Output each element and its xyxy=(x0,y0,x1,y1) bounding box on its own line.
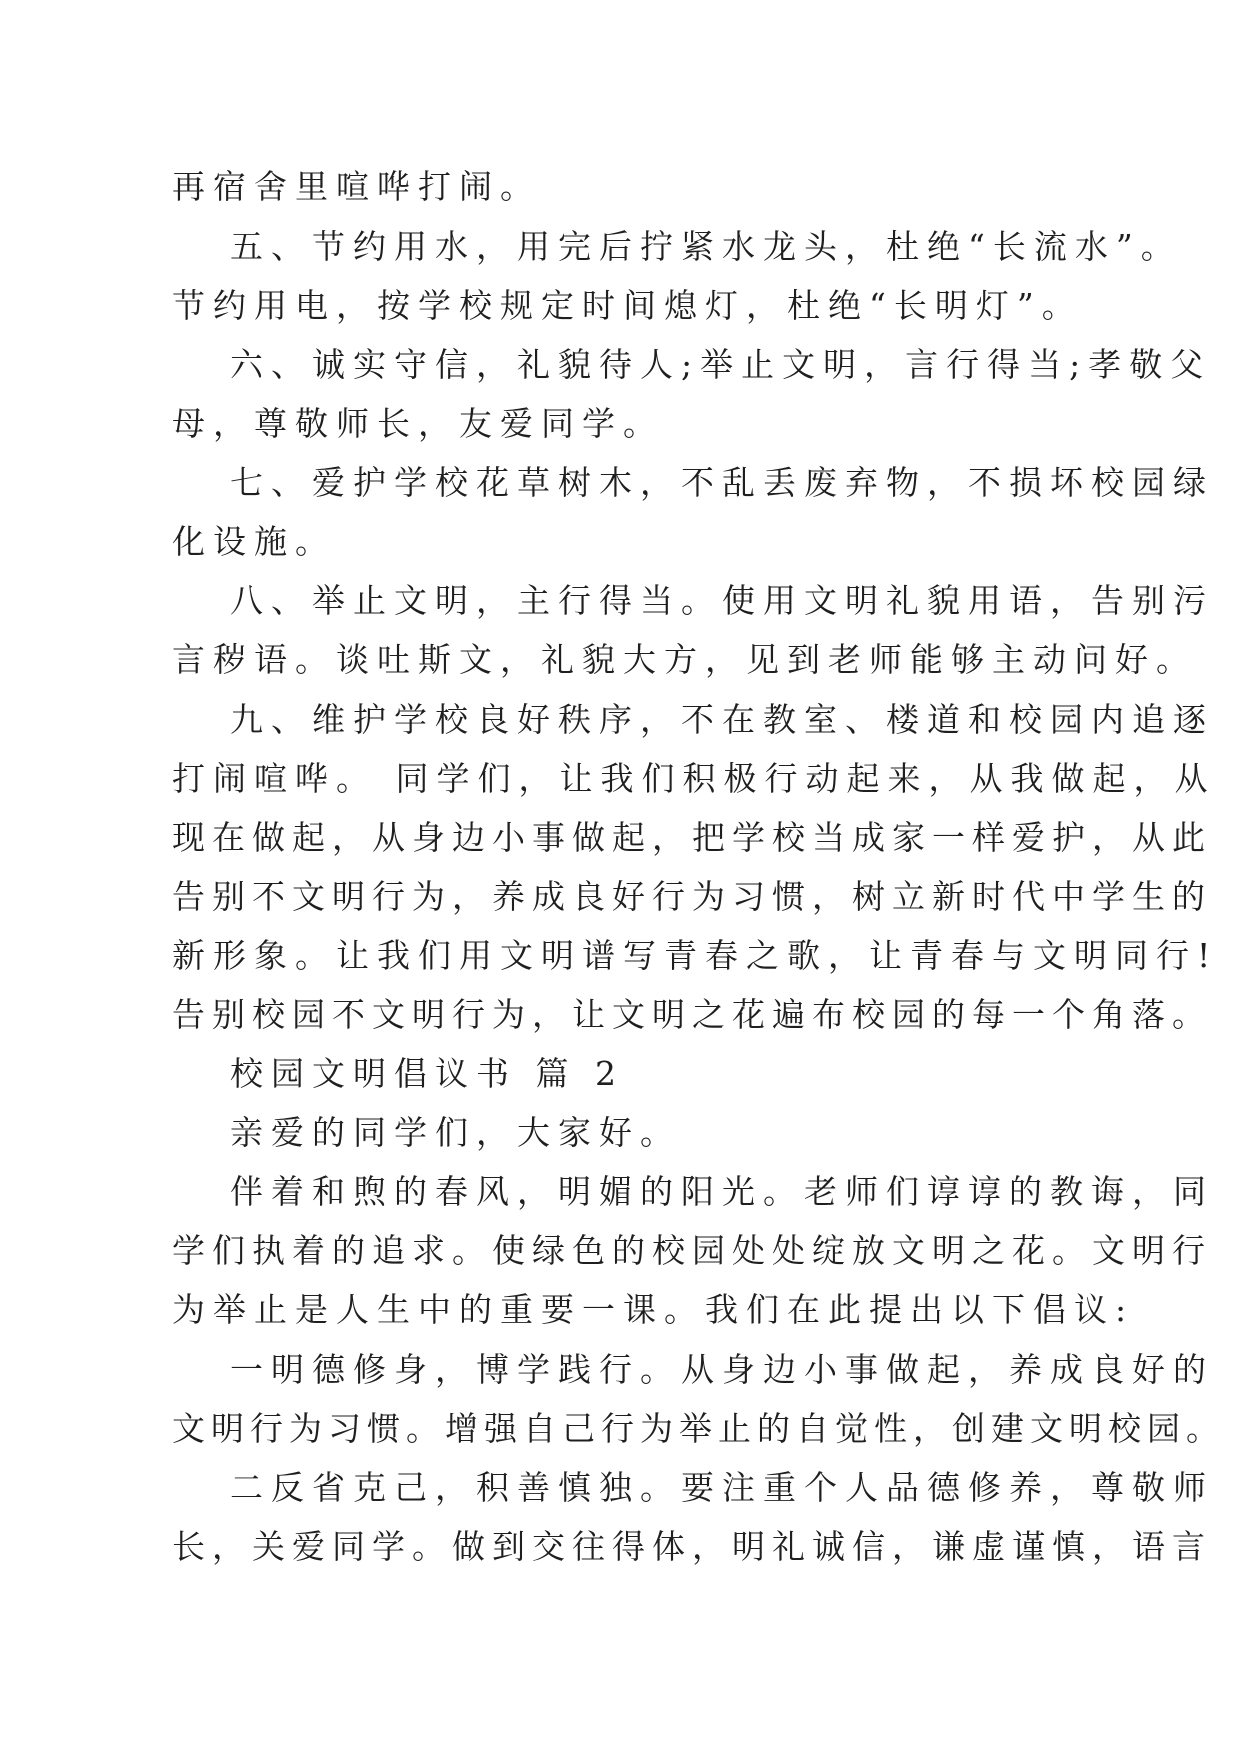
text-line: 七、爱护学校花草树木，不乱丢废弃物，不损坏校园绿 xyxy=(230,463,1214,502)
text-line: 节约用电，按学校规定时间熄灯，杜绝“长明灯”。 xyxy=(172,286,1083,325)
text-line: 再宿舍里喧哗打闹。 xyxy=(172,167,541,206)
text-line: 打闹喧哗。 同学们，让我们积极行动起来，从我做起，从 xyxy=(172,759,1216,798)
text-line: 伴着和煦的春风，明媚的阳光。老师们谆谆的教诲，同 xyxy=(230,1172,1214,1211)
text-line: 言秽语。谈吐斯文，礼貌大方，见到老师能够主动问好。 xyxy=(172,640,1197,679)
text-line: 一明德修身，博学践行。从身边小事做起，养成良好的 xyxy=(230,1350,1214,1389)
text-line: 现在做起，从身边小事做起，把学校当成家一样爱护，从此 xyxy=(172,818,1212,857)
text-line: 学们执着的追求。使绿色的校园处处绽放文明之花。文明行 xyxy=(172,1231,1212,1270)
text-line: 六、诚实守信，礼貌待人;举止文明，言行得当;孝敬父 xyxy=(230,345,1212,384)
text-line: 长，关爱同学。做到交往得体，明礼诚信，谦虚谨慎，语言 xyxy=(172,1527,1212,1566)
text-line: 化设施。 xyxy=(172,522,336,561)
text-line: 九、维护学校良好秩序，不在教室、楼道和校园内追逐 xyxy=(230,700,1214,739)
section-heading: 校园文明倡议书 篇 2 xyxy=(230,1054,624,1093)
salutation: 亲爱的同学们，大家好。 xyxy=(230,1113,681,1152)
text-line: 新形象。让我们用文明谱写青春之歌，让青春与文明同行! xyxy=(172,936,1219,975)
text-line: 告别校园不文明行为，让文明之花遍布校园的每一个角落。 xyxy=(172,995,1212,1034)
text-line: 为举止是人生中的重要一课。我们在此提出以下倡议: xyxy=(172,1290,1135,1329)
text-line: 五、节约用水，用完后拧紧水龙头，杜绝“长流水”。 xyxy=(230,227,1182,266)
text-line: 文明行为习惯。增强自己行为举止的自觉性，创建文明校园。 xyxy=(172,1409,1225,1448)
text-line: 二反省克己，积善慎独。要注重个人品德修养，尊敬师 xyxy=(230,1468,1214,1507)
text-line: 八、举止文明，主行得当。使用文明礼貌用语，告别污 xyxy=(230,581,1214,620)
text-line: 告别不文明行为，养成良好行为习惯，树立新时代中学生的 xyxy=(172,877,1212,916)
text-line: 母，尊敬师长，友爱同学。 xyxy=(172,404,664,443)
